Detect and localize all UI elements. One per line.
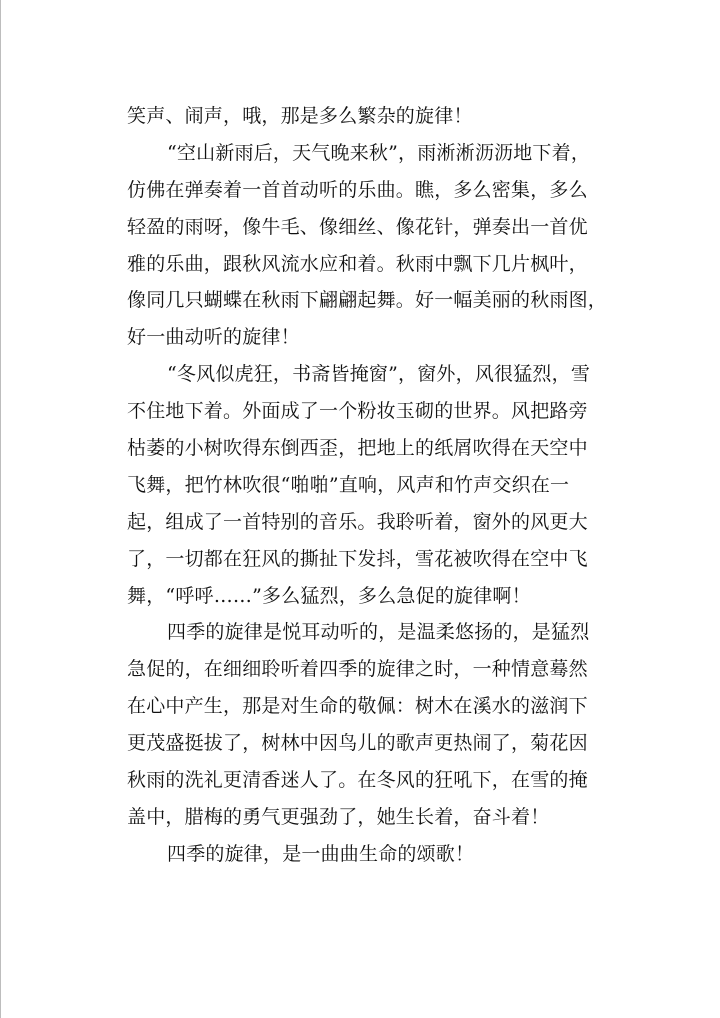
text-line-19: 秋雨的洗礼更清香迷人了。在冬风的狂吼下，在雪的掩 [127, 769, 588, 792]
text-line-12: 起，组成了一首特别的音乐。我聆听着，窗外的风更大 [127, 510, 588, 533]
text-line-1: 笑声、闹声，哦，那是多么繁杂的旋律！ [127, 105, 473, 127]
text-line-18: 更茂盛挺拔了，树林中因鸟儿的歌声更热闹了，菊花因 [127, 732, 588, 755]
text-line-2: “空山新雨后，天气晚来秋”，雨淅淅沥沥地下着， [167, 141, 591, 164]
text-line-4: 轻盈的雨呀，像牛毛、像细丝、像花针，弹奏出一首优 [127, 215, 588, 238]
text-line-6: 像同几只蝴蝶在秋雨下翩翩起舞。好一幅美丽的秋雨图， [127, 289, 608, 312]
text-line-11: 飞舞，把竹林吹很“啪啪”直响，风声和竹声交织在一 [127, 473, 570, 496]
text-line-15: 四季的旋律是悦耳动听的，是温柔悠扬的，是猛烈 [167, 621, 590, 644]
text-line-13: 了，一切都在狂风的撕扯下发抖，雪花被吹得在空中飞 [127, 547, 588, 570]
text-line-17: 在心中产生，那是对生命的敬佩：树木在溪水的滋润下 [127, 695, 588, 718]
text-line-5: 雅的乐曲，跟秋风流水应和着。秋雨中飘下几片枫叶， [127, 252, 588, 275]
document-body [127, 98, 608, 873]
text-line-7: 好一曲动听的旋律！ [127, 326, 300, 349]
text-line-10: 枯萎的小树吹得东倒西歪，把地上的纸屑吹得在天空中 [127, 437, 588, 460]
text-line-3: 仿佛在弹奏着一首首动听的乐曲。瞧，多么密集，多么 [127, 178, 588, 201]
text-line-21: 四季的旋律，是一曲曲生命的颂歌！ [167, 842, 475, 865]
text-line-9: 不住地下着。外面成了一个粉妆玉砌的世界。风把路旁 [127, 400, 588, 423]
text-line-16: 急促的，在细细聆听着四季的旋律之时，一种情意蓦然 [127, 658, 588, 681]
text-line-8: “冬风似虎狂，书斋皆掩窗”，窗外，风很猛烈，雪 [167, 363, 591, 386]
text-line-20: 盖中，腊梅的勇气更强劲了，她生长着，奋斗着！ [127, 805, 550, 828]
text-line-14: 舞，“呼呼……”多么猛烈，多么急促的旋律啊！ [127, 584, 531, 607]
